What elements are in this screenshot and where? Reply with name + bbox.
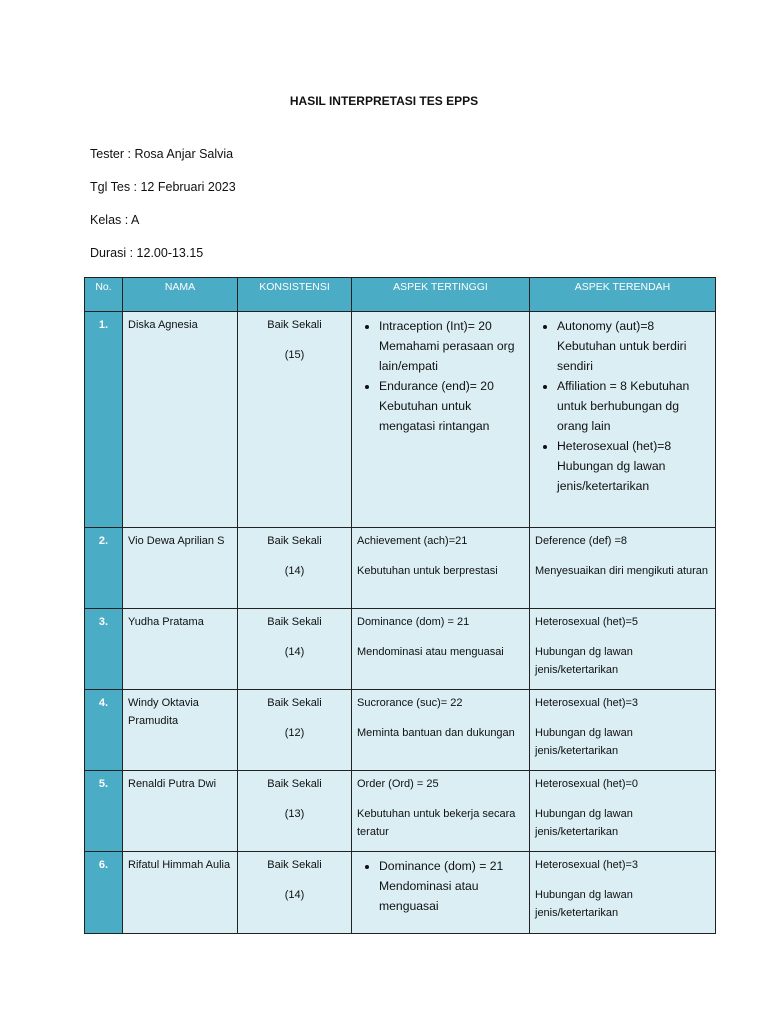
highest-aspect-score: Order (Ord) = 25 bbox=[357, 778, 439, 790]
class-line: Kelas : A bbox=[90, 213, 140, 227]
consistency-cell bbox=[238, 771, 352, 852]
lowest-aspect-cell bbox=[530, 312, 716, 528]
highest-aspect-desc: Mendominasi atau menguasai bbox=[357, 646, 504, 658]
student-name: Yudha Pratama bbox=[123, 609, 238, 690]
highest-aspect-cell bbox=[352, 690, 530, 771]
consistency-label: Baik Sekali bbox=[267, 535, 322, 547]
consistency-score: (12) bbox=[284, 727, 305, 739]
highest-aspect-score: Dominance (dom) = 21 bbox=[357, 616, 470, 628]
table-row bbox=[85, 312, 716, 528]
consistency-cell bbox=[238, 690, 352, 771]
lowest-aspect-cell bbox=[530, 690, 716, 771]
row-number: 1. bbox=[85, 312, 123, 528]
row-number: 2. bbox=[85, 528, 123, 609]
consistency-label: Baik Sekali bbox=[267, 319, 322, 331]
lowest-aspect-desc: Hubungan dg lawan jenis/ketertarikan bbox=[535, 727, 633, 757]
consistency-score: (14) bbox=[284, 889, 305, 901]
table-header-row bbox=[85, 278, 716, 312]
header-aspek-terendah: ASPEK TERENDAH bbox=[530, 278, 716, 312]
lowest-aspect-cell bbox=[530, 852, 716, 934]
lowest-aspect-score: Deference (def) =8 bbox=[535, 535, 628, 547]
row-number: 4. bbox=[85, 690, 123, 771]
highest-aspect-cell bbox=[352, 852, 530, 934]
consistency-score: (13) bbox=[284, 808, 305, 820]
lowest-aspect-score: Heterosexual (het)=5 bbox=[535, 616, 639, 628]
header-konsistensi: KONSISTENSI bbox=[238, 278, 352, 312]
highest-aspect-desc: Kebutuhan untuk berprestasi bbox=[357, 565, 498, 577]
consistency-cell bbox=[238, 852, 352, 934]
list-item: • Affiliation = 8 Kebutuhan untuk berhubungan dg orang lain bbox=[557, 376, 710, 436]
consistency-score: (14) bbox=[284, 646, 305, 658]
highest-aspect-list bbox=[357, 316, 524, 436]
lowest-aspect-desc: Hubungan dg lawan jenis/ketertarikan bbox=[535, 889, 633, 919]
student-name: Diska Agnesia bbox=[123, 312, 238, 528]
table-row bbox=[85, 609, 716, 690]
student-name: Renaldi Putra Dwi bbox=[123, 771, 238, 852]
lowest-aspect-score: Heterosexual (het)=0 bbox=[535, 778, 639, 790]
page-title: HASIL INTERPRETASI TES EPPS bbox=[289, 94, 479, 108]
lowest-aspect-cell bbox=[530, 528, 716, 609]
row-number: 6. bbox=[85, 852, 123, 934]
table-row bbox=[85, 690, 716, 771]
header-no: No. bbox=[85, 278, 123, 312]
table-row bbox=[85, 771, 716, 852]
consistency-score: (15) bbox=[284, 349, 305, 361]
highest-aspect-list bbox=[357, 856, 524, 916]
highest-aspect-score: Achievement (ach)=21 bbox=[357, 535, 468, 547]
duration-line: Durasi : 12.00-13.15 bbox=[90, 246, 204, 260]
header-aspek-tertinggi: ASPEK TERTINGGI bbox=[352, 278, 530, 312]
consistency-label: Baik Sekali bbox=[267, 859, 322, 871]
list-item: • Dominance (dom) = 21 Mendominasi atau menguasai bbox=[379, 856, 524, 916]
highest-aspect-cell bbox=[352, 771, 530, 852]
lowest-aspect-list bbox=[535, 316, 710, 496]
student-name: Vio Dewa Aprilian S bbox=[123, 528, 238, 609]
highest-aspect-cell bbox=[352, 528, 530, 609]
lowest-aspect-score: Heterosexual (het)=3 bbox=[535, 697, 639, 709]
lowest-aspect-cell bbox=[530, 771, 716, 852]
consistency-score: (14) bbox=[284, 565, 305, 577]
consistency-label: Baik Sekali bbox=[267, 697, 322, 709]
highest-aspect-desc: Meminta bantuan dan dukungan bbox=[357, 727, 515, 739]
results-table bbox=[84, 277, 716, 934]
tester-line: Tester : Rosa Anjar Salvia bbox=[90, 147, 234, 161]
highest-aspect-cell bbox=[352, 312, 530, 528]
lowest-aspect-cell bbox=[530, 609, 716, 690]
consistency-label: Baik Sekali bbox=[267, 778, 322, 790]
student-name: Windy Oktavia Pramudita bbox=[123, 690, 238, 771]
list-item: • Heterosexual (het)=8 Hubungan dg lawan jenis/ketertarikan bbox=[557, 436, 710, 496]
row-number: 3. bbox=[85, 609, 123, 690]
lowest-aspect-score: Heterosexual (het)=3 bbox=[535, 859, 639, 871]
list-item: • Autonomy (aut)=8 Kebutuhan untuk berdiri sendiri bbox=[557, 316, 710, 376]
lowest-aspect-desc: Menyesuaikan diri mengikuti aturan bbox=[535, 565, 709, 577]
highest-aspect-score: Sucrorance (suc)= 22 bbox=[357, 697, 463, 709]
table-row bbox=[85, 528, 716, 609]
lowest-aspect-desc: Hubungan dg lawan jenis/ketertarikan bbox=[535, 646, 633, 676]
consistency-cell bbox=[238, 609, 352, 690]
table-row bbox=[85, 852, 716, 934]
lowest-aspect-desc: Hubungan dg lawan jenis/ketertarikan bbox=[535, 808, 633, 838]
student-name: Rifatul Himmah Aulia bbox=[123, 852, 238, 934]
row-number: 5. bbox=[85, 771, 123, 852]
test-date-line: Tgl Tes : 12 Februari 2023 bbox=[90, 180, 236, 194]
consistency-label: Baik Sekali bbox=[267, 616, 322, 628]
list-item: • Endurance (end)= 20 Kebutuhan untuk mengatasi rintangan bbox=[379, 376, 524, 436]
header-nama: NAMA bbox=[123, 278, 238, 312]
consistency-cell bbox=[238, 312, 352, 528]
consistency-cell bbox=[238, 528, 352, 609]
highest-aspect-cell bbox=[352, 609, 530, 690]
highest-aspect-desc: Kebutuhan untuk bekerja secara teratur bbox=[357, 808, 516, 838]
list-item: • Intraception (Int)= 20 Memahami perasaan org lain/empati bbox=[379, 316, 524, 376]
